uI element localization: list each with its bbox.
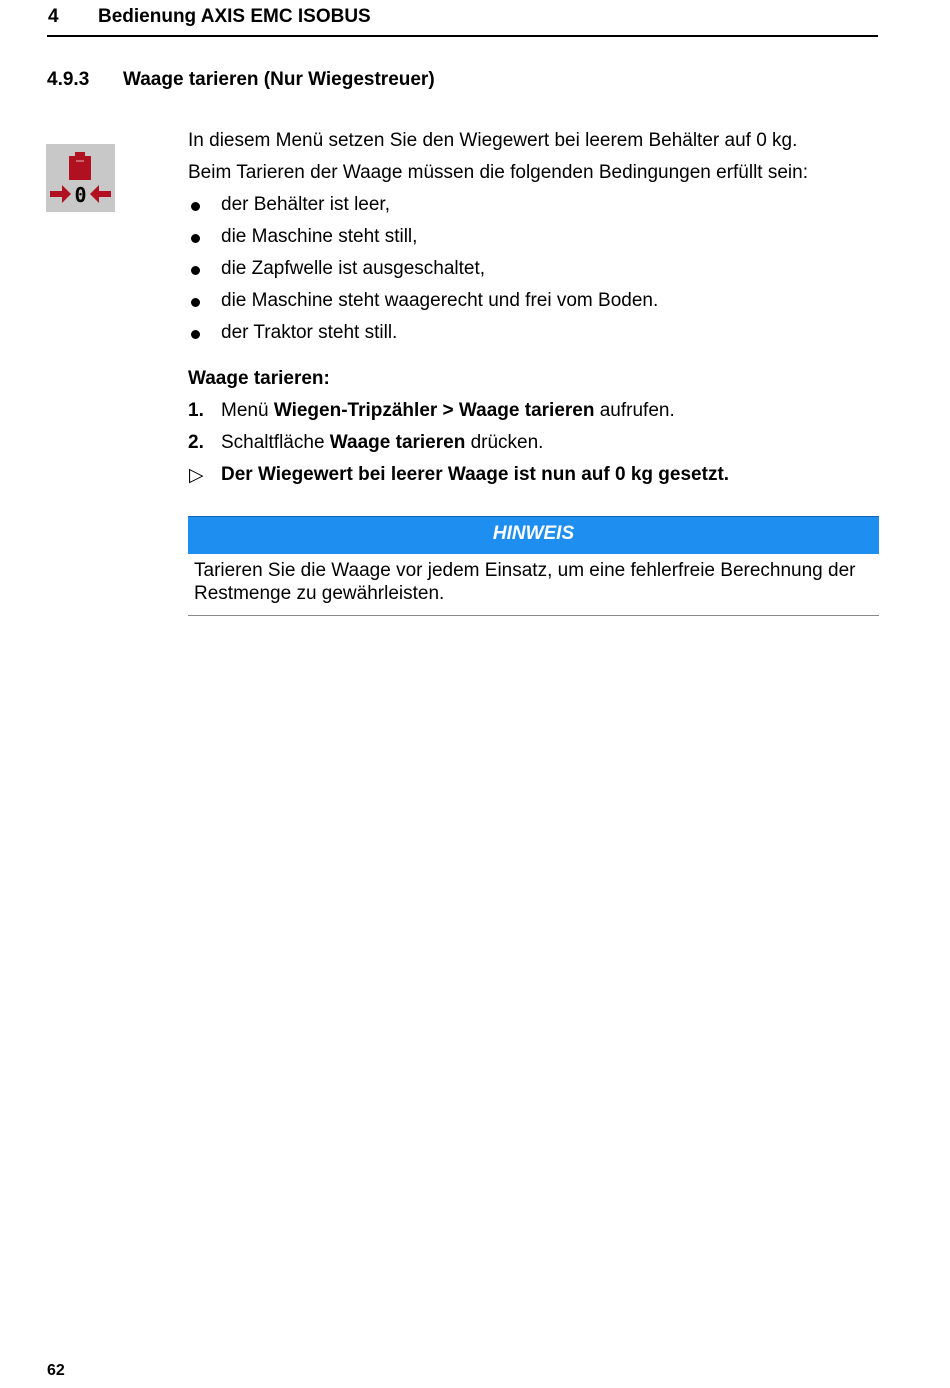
note-title: HINWEIS [492,523,575,544]
section-title: Waage tarieren (Nur Wiegestreuer) [123,69,435,90]
page-number: 62 [47,1362,65,1379]
scale-tare-icon [46,144,115,212]
step-2: Schaltfläche Waage tarieren drücken. [221,432,544,453]
section-number: 4.9.3 [47,69,90,90]
list-item: der Traktor steht still. [221,322,398,343]
bullet-dot [191,330,200,339]
step-1: Menü Wiegen-Tripzähler > Waage tarieren aufrufen. [221,400,675,421]
page-header [47,4,878,37]
result-text: Der Wiegewert bei leerer Waage ist nun auf 0 kg gesetzt. [221,464,730,485]
chapter-title: Bedienung AXIS EMC ISOBUS [98,6,371,27]
note-box [188,516,879,616]
procedure-heading: Waage tarieren: [188,368,330,389]
bullet-dot [191,266,200,275]
bullet-dot [191,298,200,307]
intro-line-2: Beim Tarieren der Waage müssen die folgenden Bedingungen erfüllt sein: [188,162,808,183]
list-item: die Maschine steht still, [221,226,418,247]
intro-line-1: In diesem Menü setzen Sie den Wiegewert bei leerem Behälter auf 0 kg. [188,130,798,151]
list-item: die Zapfwelle ist ausgeschaltet, [221,258,486,279]
list-item: der Behälter ist leer, [221,194,390,215]
note-text: Tarieren Sie die Waage vor jedem Einsatz, um eine fehlerfreie Berechnung der Restmenge zu gewährleisten. [194,560,856,604]
bullet-dot [191,202,200,211]
chapter-number: 4 [48,6,59,27]
note-header [188,516,879,554]
zero-glyph: 0 [74,183,87,207]
list-item: die Maschine steht waagerecht und frei vom Boden. [221,290,659,311]
step-number: 2. [188,432,204,453]
bullet-dot [191,234,200,243]
step-number: 1. [188,400,204,421]
result-triangle-icon: ▷ [189,465,204,486]
